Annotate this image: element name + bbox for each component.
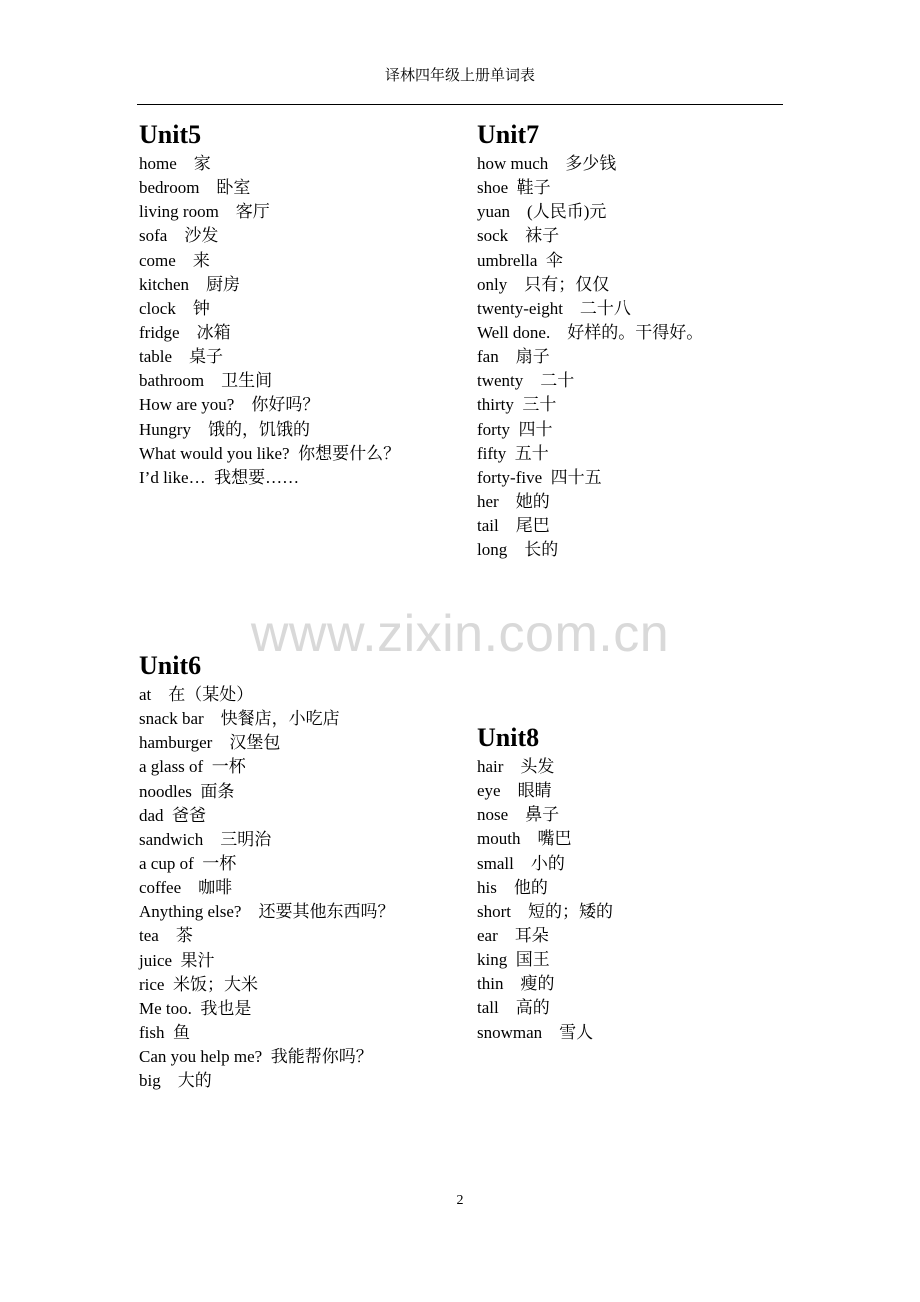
vocab-entry: living room 客厅 — [139, 202, 270, 222]
vocab-entry: forty 四十 — [477, 419, 553, 439]
vocab-entry: her 她的 — [477, 491, 550, 511]
vocab-entry: clock 钟 — [139, 298, 210, 318]
vocab-entry: I’d like… 我想要…… — [139, 467, 300, 487]
vocab-entry: bedroom 卧室 — [139, 178, 251, 198]
vocab-entry: noodles 面条 — [139, 781, 235, 801]
vocab-entry: how much 多少钱 — [477, 154, 617, 173]
vocab-entry: dad 爸爸 — [139, 805, 207, 825]
vocab-entry: come 来 — [139, 250, 210, 270]
vocab-entry: eye 眼睛 — [477, 781, 552, 801]
vocab-entry: hamburger 汉堡包 — [139, 733, 281, 753]
vocab-entry: fifty 五十 — [477, 443, 549, 463]
unit6-title: Unit6 — [139, 651, 202, 680]
vocab-entry: snack bar 快餐店，小吃店 — [139, 709, 340, 729]
vocab-entry: Me too. 我也是 — [139, 998, 252, 1018]
vocab-entry: thirty 三十 — [477, 395, 557, 415]
vocab-entry: Hungry 饿的，饥饿的 — [139, 419, 310, 439]
vocab-entry: kitchen 厨房 — [139, 274, 241, 294]
vocab-entry: forty-five 四十五 — [477, 467, 602, 487]
vocab-entry: fish 鱼 — [139, 1022, 190, 1042]
unit7-title: Unit7 — [477, 120, 540, 149]
vocab-entry: yuan (人民币)元 — [477, 202, 607, 222]
vocab-entry: home 家 — [139, 154, 211, 173]
unit7-section — [477, 120, 703, 562]
vocab-entry: fridge 冰箱 — [139, 322, 231, 342]
vocab-entry: Well done. 好样的。干得好。 — [477, 322, 704, 342]
unit8-title: Unit8 — [477, 723, 540, 752]
vocab-entry: only 只有；仅仅 — [477, 274, 610, 294]
unit5-title: Unit5 — [139, 120, 202, 149]
vocab-entry: a glass of 一杯 — [139, 757, 246, 777]
vocab-entry: his 他的 — [477, 877, 548, 897]
vocab-entry: long 长的 — [477, 540, 559, 560]
vocab-entry: Anything else? 还要其他东西吗？ — [139, 902, 395, 922]
vocab-entry: juice 果汁 — [139, 950, 215, 970]
vocab-entry: How are you? 你好吗？ — [139, 395, 320, 415]
vocab-entry: sofa 沙发 — [139, 226, 219, 246]
vocab-entry: short 短的；矮的 — [477, 901, 613, 921]
vocab-entry: fan 扇子 — [477, 347, 550, 367]
vocab-entry: twenty-eight 二十八 — [477, 298, 631, 318]
vocab-entry: Can you help me? 我能帮你吗？ — [139, 1047, 373, 1067]
page-header-title: 译林四年级上册单词表 — [384, 68, 535, 84]
vocab-entry: mouth 嘴巴 — [477, 829, 572, 849]
unit5-section — [139, 120, 400, 490]
vocab-entry: snowman 雪人 — [477, 1022, 594, 1042]
vocab-entry: table 桌子 — [139, 347, 224, 367]
vocab-entry: nose 鼻子 — [477, 805, 560, 825]
vocab-entry: a cup of 一杯 — [139, 853, 237, 873]
unit5-word-list — [139, 152, 400, 490]
vocab-entry: thin 瘦的 — [477, 974, 555, 994]
vocab-entry: tail 尾巴 — [477, 516, 550, 536]
vocab-entry: king 国王 — [477, 950, 550, 970]
vocab-entry: small 小的 — [477, 853, 565, 873]
vocab-entry: big 大的 — [139, 1071, 212, 1091]
vocab-entry: hair 头发 — [477, 757, 555, 776]
header-divider — [137, 104, 783, 105]
vocab-entry: sock 袜子 — [477, 226, 560, 246]
vocab-entry: umbrella 伞 — [477, 250, 563, 270]
watermark: www.zixin.com.cn — [250, 605, 670, 663]
vocab-entry: tall 高的 — [477, 998, 550, 1018]
vocab-entry: twenty 二十 — [477, 371, 575, 391]
unit6-section — [139, 651, 394, 1093]
vocab-entry: bathroom 卫生间 — [139, 371, 273, 391]
vocab-entry: tea 茶 — [139, 926, 193, 946]
vocab-entry: What would you like? 你想要什么？ — [139, 443, 401, 463]
vocab-entry: ear 耳朵 — [477, 925, 549, 945]
unit8-word-list — [477, 755, 613, 1045]
unit8-section — [477, 723, 613, 1045]
unit7-word-list — [477, 152, 703, 562]
vocab-entry: rice 米饭；大米 — [139, 974, 258, 994]
vocab-entry: shoe 鞋子 — [477, 178, 551, 198]
vocab-entry: at 在（某处） — [139, 685, 254, 704]
unit6-word-list — [139, 683, 394, 1093]
vocab-entry: coffee 咖啡 — [139, 878, 233, 898]
page-number: 2 — [456, 1193, 464, 1208]
vocab-entry: sandwich 三明治 — [139, 829, 272, 849]
